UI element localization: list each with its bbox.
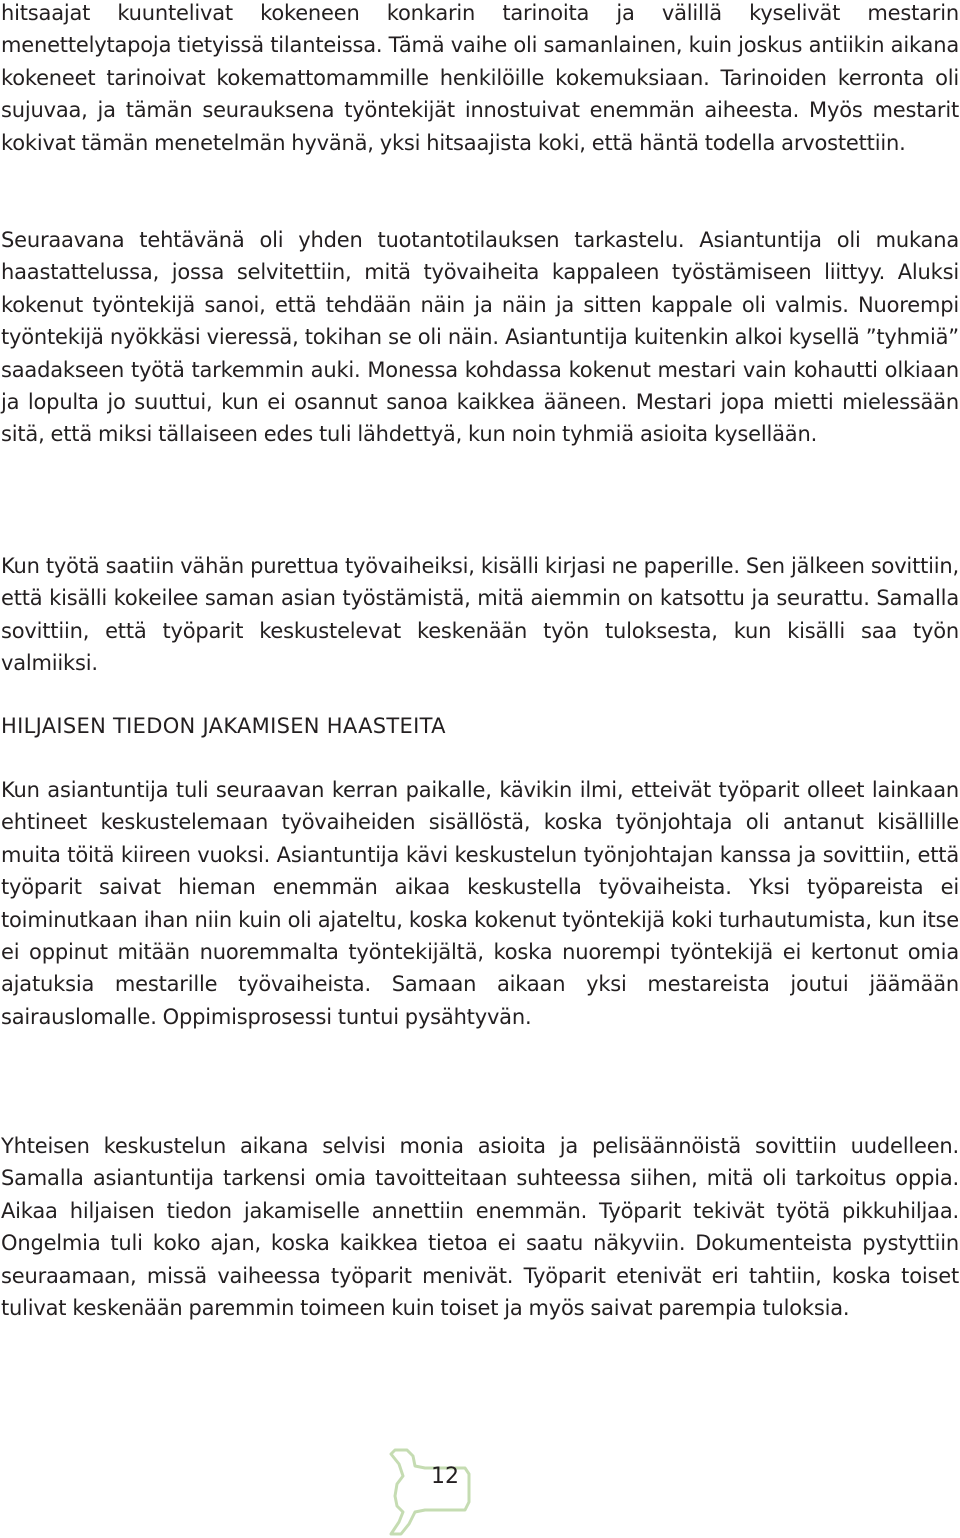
paragraph-5: Yhteisen keskustelun aikana selvisi monia asioita ja pelisäännöistä sovittiin uudelleen. Samalla asiantuntija tarkensi omia tavoitteitaan suhteessa siihen, mitä oli tarkoitus oppia. Aikaa hiljaisen tiedon jakamiselle annettiin enemmän. Työparit tekivät työtä pikkuhiljaa. Ongelmia tuli koko ajan, koska kaikkea tietoa ei saatu näkyviin. Dokumenteista pystyttiin seuraamaan, missä vaiheessa työparit menivät. Työparit etenivät eri tahtiin, koska toiset tulivat keskenään paremmin toimeen kuin toiset ja myös saivat parempia tuloksia. (1, 1134, 959, 1321)
paragraph-4: Kun asiantuntija tuli seuraavan kerran paikalle, kävikin ilmi, etteivät työparit olleet lainkaan ehtineet keskustelemaan työvaiheiden sisällöstä, koska työnjohtaja oli antanut kisällille muita töitä kiireen vuoksi. Asiantuntija kävi keskustelun työnjohtajan kanssa ja sovittiin, että työparit saivat hieman enemmän aikaa keskustella työvaiheista. Yksi työpareista ei toiminutkaan ihan niin kuin oli ajateltu, koska kokenut työntekijä koki turhautumista, kun itse ei oppinut mitään nuoremmalta työntekijältä, koska nuorempi työntekijä ei kertonut omia ajatuksia mestarille työvaiheista. Samaan aikaan yksi mestareista joutui jäämään sairauslomalle. Oppimisprosessi tuntui pysähtyvän. (1, 778, 959, 1029)
paragraph-2: Seuraavana tehtävänä oli yhden tuotantotilauksen tarkastelu. Asiantuntija oli mukana haastattelussa, jossa selvitettiin, mitä työvaiheita kappaleen työstämiseen liittyy. Aluksi kokenut työntekijä sanoi, että tehdään näin ja näin ja sitten kappale oli valmis. Nuorempi työntekijä nyökkäsi vieressä, tokihan se oli näin. Asiantuntija kuitenkin alkoi kysellä ”tyhmiä” saadakseen työtä tarkemmin auki. Monessa kohdassa kokenut mestari vain kohautti olkiaan ja lopulta jo suuttui, kun ei osannut sanoa kaikkea ääneen. Mestari jopa mietti mielessään sitä, että miksi tällaiseen edes tuli lähdettyä, kun noin tyhmiä asioita kysellään. (1, 228, 959, 447)
page-number: 12 (431, 1464, 459, 1489)
paragraph-3: Kun työtä saatiin vähän purettua työvaiheiksi, kisälli kirjasi ne paperille. Sen jälkeen sovittiin, että kisälli kokeilee saman asian työstämistä, mitä aiemmin on katsottu ja seurattu. Samalla sovittiin, että työparit keskustelevat keskenään työn tuloksesta, kun kisälli saa työn valmiiksi. (1, 554, 959, 676)
paragraph-1: hitsaajat kuuntelivat kokeneen konkarin tarinoita ja välillä kyselivät mestarin menettelytapoja tietyissä tilanteissa. Tämä vaihe oli samanlainen, kuin joskus antiikin aikana kokeneet tarinoivat kokemattomammille henkilöille kokemuksiaan. Tarinoiden kerronta oli sujuvaa, ja tämän seurauksena työntekijät innostuivat enemmän aiheesta. Myös mestarit kokivat tämän menetelmän hyvänä, yksi hitsaajista koki, että häntä todella arvostettiin. (1, 1, 959, 155)
page-footer (385, 1440, 505, 1538)
section-heading: HILJAISEN TIEDON JAKAMISEN HAASTEITA (1, 714, 446, 738)
